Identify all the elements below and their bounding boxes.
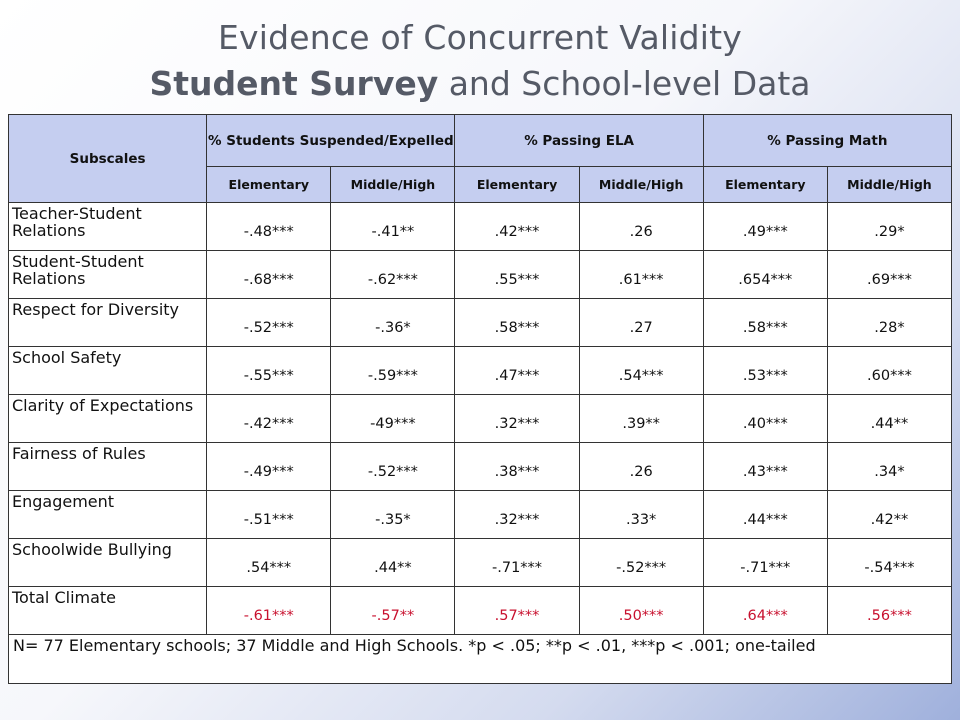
correlation-cell: -.48*** [207, 203, 331, 251]
correlation-cell: .64*** [703, 587, 827, 635]
correlation-cell: -.52*** [331, 443, 455, 491]
correlation-cell: -.52*** [207, 299, 331, 347]
correlation-cell: .38*** [455, 443, 579, 491]
correlation-cell: -.55*** [207, 347, 331, 395]
correlation-cell: .26 [579, 203, 703, 251]
correlation-cell: .654*** [703, 251, 827, 299]
correlation-cell: -.57** [331, 587, 455, 635]
correlation-cell: .44** [331, 539, 455, 587]
correlation-cell: .61*** [579, 251, 703, 299]
row-label: Teacher-Student Relations [9, 203, 207, 251]
correlation-cell: .27 [579, 299, 703, 347]
correlation-cell: .42*** [455, 203, 579, 251]
correlation-cell: .54*** [207, 539, 331, 587]
correlation-cell: -.52*** [579, 539, 703, 587]
correlation-cell: -49*** [331, 395, 455, 443]
correlation-cell: .53*** [703, 347, 827, 395]
row-label: Total Climate [9, 587, 207, 635]
correlation-cell: .50*** [579, 587, 703, 635]
correlation-cell: -.42*** [207, 395, 331, 443]
correlation-cell: -.71*** [703, 539, 827, 587]
correlation-cell: .47*** [455, 347, 579, 395]
table-row [9, 203, 952, 251]
correlation-cell: .49*** [703, 203, 827, 251]
row-label: Student-Student Relations [9, 251, 207, 299]
correlation-cell: -.51*** [207, 491, 331, 539]
subtitle-rest: and School-level Data [438, 64, 811, 103]
subtitle-bold: Student Survey [149, 64, 439, 103]
group-header-row [9, 115, 952, 167]
correlation-cell: .33* [579, 491, 703, 539]
row-label: Engagement [9, 491, 207, 539]
slide-subtitle [0, 64, 960, 103]
table-row [9, 539, 952, 587]
correlation-cell: .44*** [703, 491, 827, 539]
correlation-cell: .32*** [455, 395, 579, 443]
correlation-cell: .54*** [579, 347, 703, 395]
correlation-cell: -.62*** [331, 251, 455, 299]
table-row [9, 347, 952, 395]
correlation-cell: .69*** [827, 251, 951, 299]
group-header-ela: % Passing ELA [455, 115, 703, 167]
table-row [9, 395, 952, 443]
correlation-cell: .39** [579, 395, 703, 443]
row-label: Respect for Diversity [9, 299, 207, 347]
correlation-cell: .44** [827, 395, 951, 443]
group-header-suspended: % Students Suspended/Expelled [207, 115, 455, 167]
table-row [9, 587, 952, 635]
correlation-cell: .29* [827, 203, 951, 251]
table-row [9, 299, 952, 347]
table-note: N= 77 Elementary schools; 37 Middle and High Schools. *p < .05; **p < .01, ***p < .001; one-tailed [9, 635, 952, 684]
row-label: School Safety [9, 347, 207, 395]
correlation-cell: .57*** [455, 587, 579, 635]
note-row [9, 635, 952, 684]
subheader: Elementary [207, 167, 331, 203]
correlation-cell: -.71*** [455, 539, 579, 587]
correlation-cell: .28* [827, 299, 951, 347]
subheader: Elementary [455, 167, 579, 203]
subheader: Elementary [703, 167, 827, 203]
correlation-cell: .56*** [827, 587, 951, 635]
correlation-cell: -.35* [331, 491, 455, 539]
row-label: Fairness of Rules [9, 443, 207, 491]
group-header-math: % Passing Math [703, 115, 951, 167]
correlation-cell: -.54*** [827, 539, 951, 587]
correlation-cell: .58*** [703, 299, 827, 347]
table-row [9, 251, 952, 299]
correlation-cell: -.41** [331, 203, 455, 251]
correlation-cell: .42** [827, 491, 951, 539]
correlation-cell: .60*** [827, 347, 951, 395]
correlation-cell: .26 [579, 443, 703, 491]
validity-table [8, 114, 952, 684]
correlation-cell: .55*** [455, 251, 579, 299]
table-row [9, 491, 952, 539]
subheader: Middle/High [827, 167, 951, 203]
subscales-header: Subscales [9, 115, 207, 203]
slide-title: Evidence of Concurrent Validity [218, 18, 742, 57]
correlation-cell: .32*** [455, 491, 579, 539]
correlation-cell: -.36* [331, 299, 455, 347]
subheader: Middle/High [579, 167, 703, 203]
table-row [9, 443, 952, 491]
row-label: Clarity of Expectations [9, 395, 207, 443]
correlation-cell: -.68*** [207, 251, 331, 299]
correlation-cell: -.59*** [331, 347, 455, 395]
row-label: Schoolwide Bullying [9, 539, 207, 587]
subheader: Middle/High [331, 167, 455, 203]
correlation-cell: .43*** [703, 443, 827, 491]
correlation-cell: .34* [827, 443, 951, 491]
correlation-cell: .40*** [703, 395, 827, 443]
correlation-cell: -.49*** [207, 443, 331, 491]
correlation-cell: .58*** [455, 299, 579, 347]
correlation-cell: -.61*** [207, 587, 331, 635]
